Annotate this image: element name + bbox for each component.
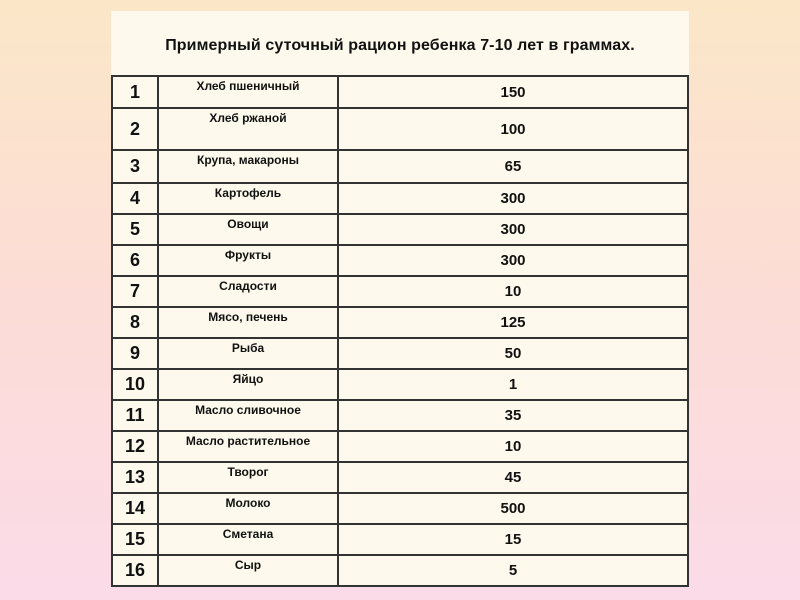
food-name: Масло сливочное (158, 400, 338, 431)
row-number: 11 (112, 400, 158, 431)
row-number: 14 (112, 493, 158, 524)
food-name: Молоко (158, 493, 338, 524)
row-number: 8 (112, 307, 158, 338)
food-name: Хлеб ржаной (158, 108, 338, 150)
food-quantity: 45 (338, 462, 688, 493)
table-row (112, 150, 688, 183)
table-row (112, 462, 688, 493)
food-quantity: 500 (338, 493, 688, 524)
row-number: 12 (112, 431, 158, 462)
table-row (112, 555, 688, 586)
page-title: Примерный суточный рацион ребенка 7-10 лет в граммах. (165, 37, 635, 54)
row-number: 1 (112, 76, 158, 108)
food-name: Сыр (158, 555, 338, 586)
food-quantity: 15 (338, 524, 688, 555)
food-name: Хлеб пшеничный (158, 76, 338, 108)
table-row (112, 183, 688, 214)
food-quantity: 1 (338, 369, 688, 400)
row-number: 6 (112, 245, 158, 276)
food-name: Сметана (158, 524, 338, 555)
food-name: Творог (158, 462, 338, 493)
food-quantity: 300 (338, 183, 688, 214)
food-quantity: 10 (338, 431, 688, 462)
food-quantity: 300 (338, 245, 688, 276)
food-quantity: 10 (338, 276, 688, 307)
table-row (112, 524, 688, 555)
food-name: Фрукты (158, 245, 338, 276)
food-quantity: 5 (338, 555, 688, 586)
table-row (112, 400, 688, 431)
row-number: 4 (112, 183, 158, 214)
food-quantity: 300 (338, 214, 688, 245)
table-row (112, 369, 688, 400)
food-quantity: 100 (338, 108, 688, 150)
row-number: 2 (112, 108, 158, 150)
food-quantity: 125 (338, 307, 688, 338)
table-row (112, 214, 688, 245)
row-number: 5 (112, 214, 158, 245)
row-number: 16 (112, 555, 158, 586)
diet-table (111, 75, 689, 587)
table-row (112, 76, 688, 108)
food-quantity: 65 (338, 150, 688, 183)
row-number: 9 (112, 338, 158, 369)
table-row (112, 493, 688, 524)
row-number: 7 (112, 276, 158, 307)
food-name: Сладости (158, 276, 338, 307)
table-row (112, 276, 688, 307)
table-row (112, 108, 688, 150)
table-row (112, 307, 688, 338)
food-name: Рыба (158, 338, 338, 369)
food-quantity: 150 (338, 76, 688, 108)
row-number: 3 (112, 150, 158, 183)
row-number: 15 (112, 524, 158, 555)
food-name: Мясо, печень (158, 307, 338, 338)
slide-panel (111, 11, 689, 580)
row-number: 10 (112, 369, 158, 400)
table-row (112, 245, 688, 276)
row-number: 13 (112, 462, 158, 493)
food-quantity: 50 (338, 338, 688, 369)
food-name: Яйцо (158, 369, 338, 400)
table-row (112, 431, 688, 462)
table-row (112, 338, 688, 369)
food-quantity: 35 (338, 400, 688, 431)
food-name: Картофель (158, 183, 338, 214)
food-name: Масло растительное (158, 431, 338, 462)
food-name: Крупа, макароны (158, 150, 338, 183)
food-name: Овощи (158, 214, 338, 245)
